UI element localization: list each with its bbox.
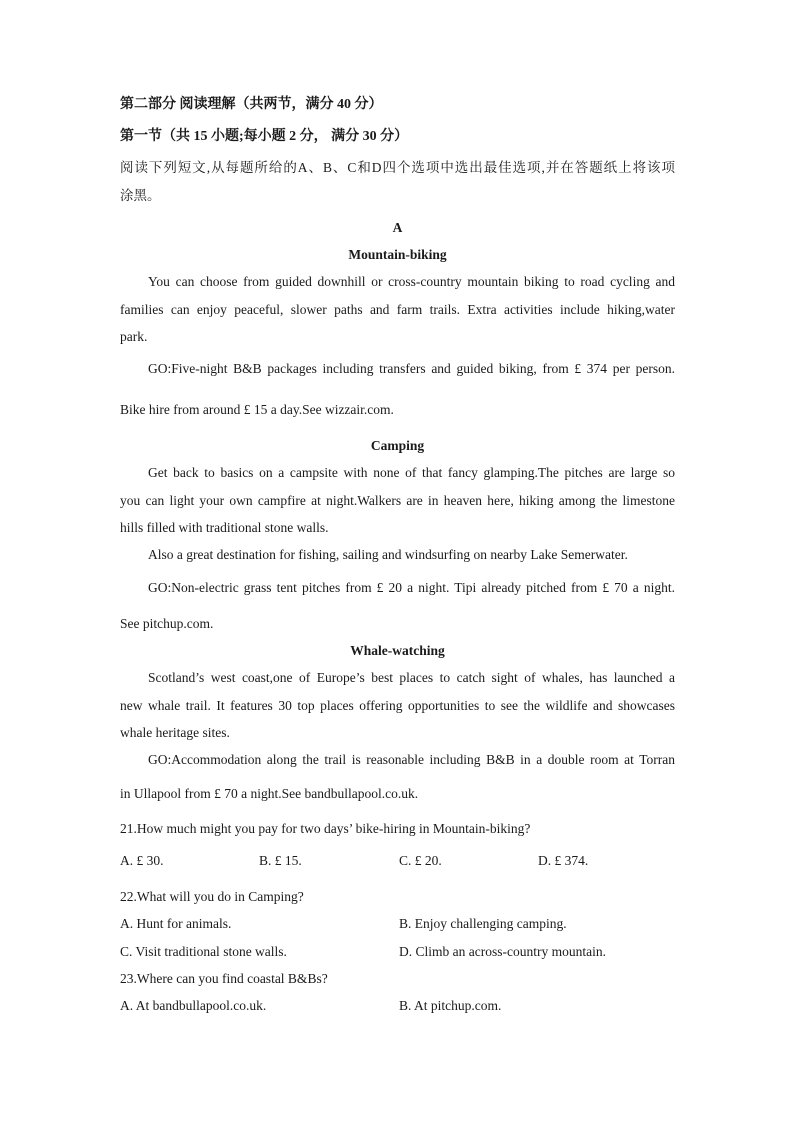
paragraph-line: GO:Five-night B&B packages including transfers and guided biking, from £ 374 per person. (148, 361, 675, 376)
section-header: 第二部分 阅读理解（共两节，满分 40 分） (120, 97, 383, 112)
section-title-whale-watching: Whale-watching (350, 643, 445, 658)
question-21-option-c: C. £ 20. (399, 853, 442, 868)
question-21-option-d: D. £ 374. (538, 853, 589, 868)
question-22-option-b: B. Enjoy challenging camping. (399, 916, 567, 931)
passage-label: A (392, 220, 403, 235)
paragraph-line: GO:Accommodation along the trail is reasonable including B&B in a double room at Torran (148, 752, 675, 767)
question-21-option-a: A. £ 30. (120, 853, 164, 868)
paragraph-line: You can choose from guided downhill or cross-country mountain biking to road cycling and (148, 274, 675, 289)
question-22-option-d: D. Climb an across-country mountain. (399, 944, 606, 959)
question-21-option-b: B. £ 15. (259, 853, 302, 868)
paragraph-line: new whale trail. It features 30 top places offering opportunities to see the wildlife and showcases (120, 698, 675, 713)
paragraph-line: park. (120, 329, 148, 344)
section-title-mountain-biking: Mountain-biking (348, 247, 447, 262)
paragraph-line: you can light your own campfire at night.Walkers are in heaven here, hiking among the limestone (120, 493, 675, 508)
paragraph-line: Get back to basics on a campsite with none of that fancy glamping.The pitches are large so (148, 465, 675, 480)
section-title-camping: Camping (370, 438, 425, 453)
paragraph-line: Bike hire from around £ 15 a day.See wizzair.com. (120, 402, 394, 417)
paragraph-line: families can enjoy peaceful, slower paths and farm trails. Extra activities include hiking,water (120, 302, 675, 317)
paragraph-line: whale heritage sites. (120, 725, 230, 740)
instructions-line-2: 涂黑。 (120, 188, 161, 203)
question-22-stem: 22.What will you do in Camping? (120, 889, 304, 904)
question-23-option-a: A. At bandbullapool.co.uk. (120, 998, 267, 1013)
question-21-stem: 21.How much might you pay for two days’ bike-hiring in Mountain-biking? (120, 821, 531, 836)
instructions-line-1: 阅读下列短文,从每题所给的A、B、C和D四个选项中选出最佳选项,并在答题纸上将该项 (120, 160, 675, 175)
paragraph-line: GO:Non-electric grass tent pitches from £ 20 a night. Tipi already pitched from £ 70 a night. (148, 580, 675, 595)
paragraph-line: See pitchup.com. (120, 616, 214, 631)
question-22-option-a: A. Hunt for animals. (120, 916, 232, 931)
subsection-header: 第一节（共 15 小题;每小题 2 分， 满分 30 分） (120, 129, 409, 144)
paragraph-line: Also a great destination for fishing, sailing and windsurfing on nearby Lake Semerwater. (148, 547, 628, 562)
question-23-option-b: B. At pitchup.com. (399, 998, 502, 1013)
question-23-stem: 23.Where can you find coastal B&Bs? (120, 971, 328, 986)
paragraph-line: hills filled with traditional stone walls. (120, 520, 329, 535)
paragraph-line: Scotland’s west coast,one of Europe’s best places to catch sight of whales, has launched a (148, 670, 675, 685)
paragraph-line: in Ullapool from £ 70 a night.See bandbullapool.co.uk. (120, 786, 419, 801)
question-22-option-c: C. Visit traditional stone walls. (120, 944, 287, 959)
